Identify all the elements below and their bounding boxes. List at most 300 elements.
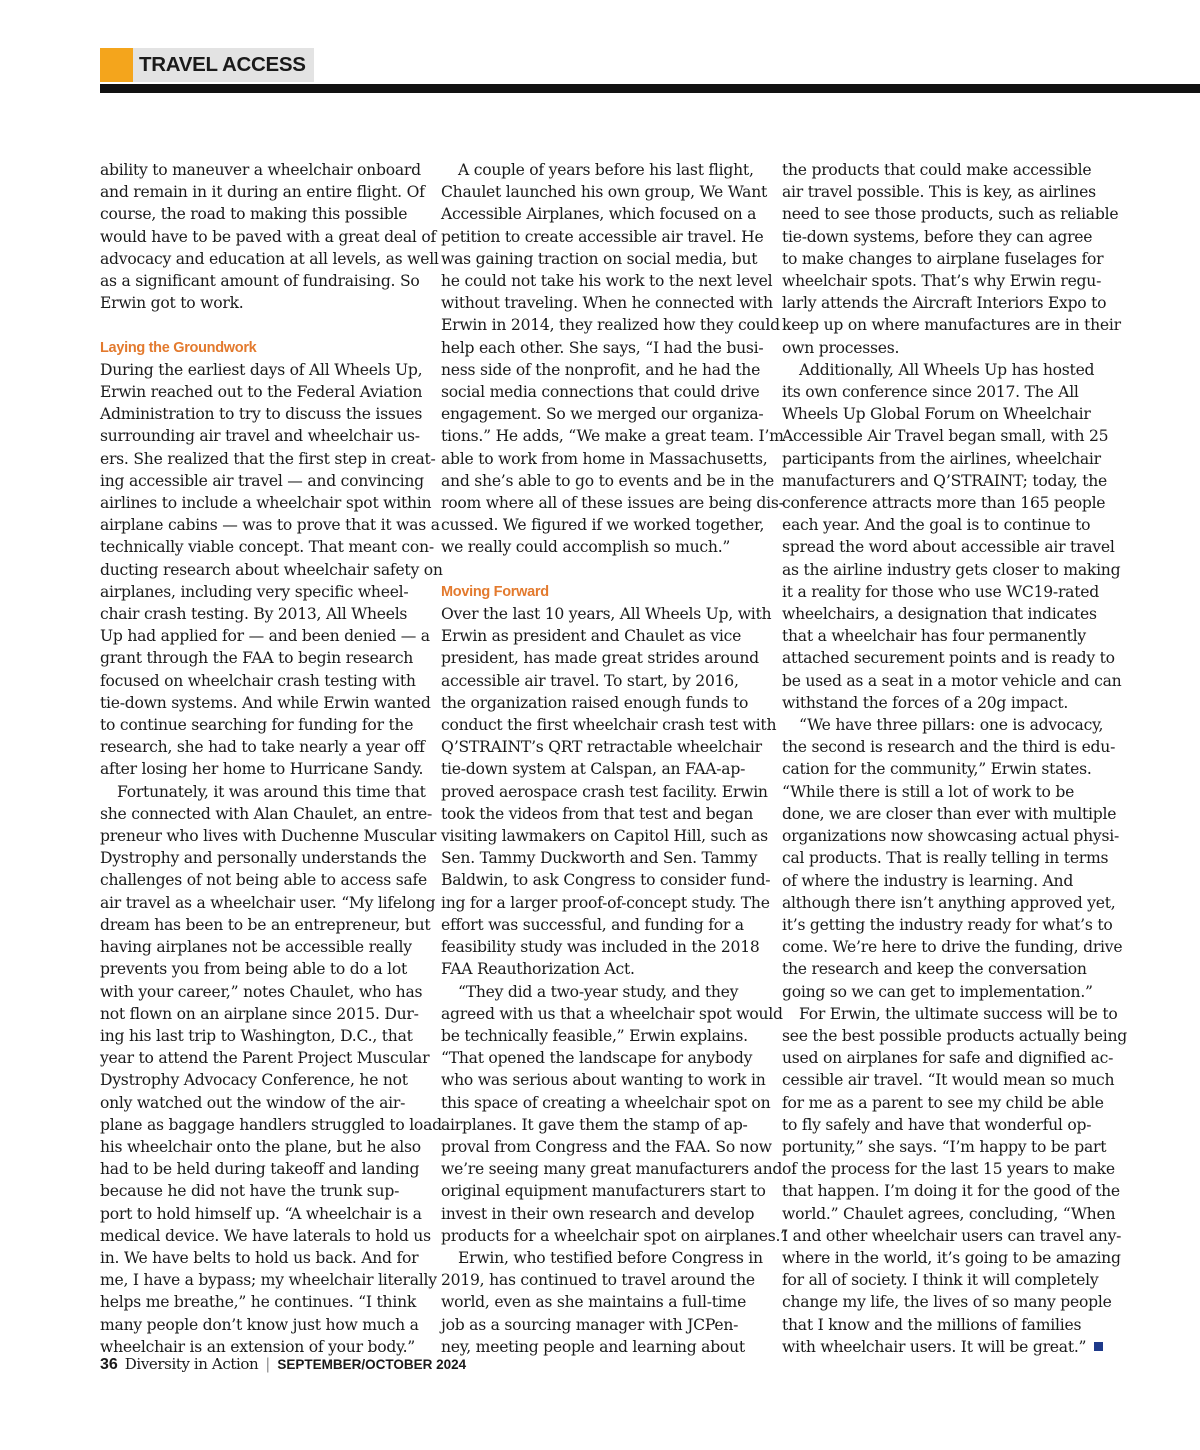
text-line (100, 492, 432, 514)
text-line-content: Erwin in 2014, they realized how they could (441, 316, 780, 335)
text-line-content: air travel possible. This is key, as airlines (782, 183, 1096, 202)
text-line-content: proval from Congress and the FAA. So now (441, 1137, 772, 1156)
text-line-content: invest in their own research and develop (441, 1204, 755, 1223)
text-line (100, 226, 436, 248)
text-line (100, 714, 422, 736)
text-line-content: dream has been to be an entrepreneur, but (100, 915, 431, 934)
text-line (100, 1136, 422, 1158)
text-line (782, 581, 1104, 603)
text-line-content: many people don’t know just how much a (100, 1315, 419, 1334)
text-line-content: that happen. I’m doing it for the good of the (782, 1182, 1120, 1201)
section-label-box (133, 48, 314, 82)
text-line (100, 536, 434, 558)
text-line-content: Q’STRAINT’s QRT retractable wheelchair (441, 738, 762, 757)
text-line-content: only watched out the window of the air- (100, 1093, 406, 1112)
text-line-content: agreed with us that a wheelchair spot would (441, 1004, 783, 1023)
text-line (782, 314, 1121, 336)
text-line (782, 958, 1104, 980)
text-line-content: technically viable concept. That meant con- (100, 538, 434, 557)
text-line (441, 159, 763, 181)
text-line-content: Dystrophy and personally understands the (100, 849, 427, 868)
text-line-content: organizations now showcasing actual physi- (782, 827, 1120, 846)
text-line (100, 647, 422, 669)
text-line (782, 1092, 1104, 1114)
text-line (782, 914, 1113, 936)
text-line (441, 1003, 783, 1025)
text-line (441, 1136, 772, 1158)
text-line-content: “We have three pillars: one is advocacy, (799, 716, 1104, 735)
text-line (441, 1314, 763, 1336)
text-line-content: done, we are closer than ever with multiple (782, 804, 1117, 823)
text-line-content: having airplanes not be accessible really (100, 938, 412, 957)
section-header (100, 48, 314, 82)
text-line (100, 869, 428, 891)
text-line-content: took the videos from that test and began (441, 804, 754, 823)
text-line (441, 1069, 766, 1091)
text-line (782, 870, 1104, 892)
text-line-content: because he did not have the trunk sup- (100, 1182, 400, 1201)
text-line (441, 248, 763, 270)
text-line (441, 803, 763, 825)
text-line (441, 1269, 763, 1291)
section-label: TRAVEL ACCESS (139, 53, 306, 76)
text-line (441, 892, 770, 914)
text-line-content: airplanes. It gave them the stamp of ap- (441, 1115, 748, 1134)
text-line (782, 359, 1104, 381)
text-line-content: had to be held during takeoff and landing (100, 1160, 420, 1179)
text-line-content: Fortunately, it was around this time that (117, 782, 426, 801)
text-line-content: cessible air travel. “It would mean so much (782, 1071, 1115, 1090)
article-column-3 (782, 159, 1128, 1358)
text-line (441, 448, 768, 470)
text-line (441, 337, 763, 359)
text-line (782, 226, 1104, 248)
text-line-content: research, she had to take nearly a year off (100, 738, 425, 757)
text-line-content: conference attracts more than 165 people (782, 494, 1106, 513)
text-line (441, 714, 777, 736)
text-line (441, 647, 763, 669)
text-line (441, 936, 763, 958)
text-line-content: Dystrophy Advocacy Conference, he not (100, 1071, 408, 1090)
text-line (782, 248, 1104, 270)
text-line (782, 1247, 1121, 1269)
text-line-content: each year. And the goal is to continue to (782, 516, 1091, 535)
text-line-content: engagement. So we merged our organiza- (441, 405, 764, 424)
text-line (782, 825, 1120, 847)
text-line (782, 159, 1104, 181)
text-line (100, 1180, 422, 1202)
text-line-content: change my life, the lives of so many people (782, 1293, 1112, 1312)
text-line-content: the products that could make accessible (782, 161, 1092, 179)
text-line (441, 359, 763, 381)
text-line (100, 181, 425, 203)
text-line-content: this space of creating a wheelchair spot on (441, 1093, 771, 1112)
section-heading: Laying the Groundwork (100, 339, 257, 356)
text-line-content: see the best possible products actually being (782, 1026, 1128, 1045)
page-footer (100, 1355, 466, 1374)
text-line (100, 159, 422, 181)
text-line-content: ness side of the nonprofit, and he had the (441, 360, 761, 379)
text-line (100, 625, 430, 647)
text-line-content: preneur who lives with Duchenne Muscular (100, 827, 437, 846)
text-line-content: withstand the forces of a 20g impact. (782, 693, 1069, 712)
text-line-content: his wheelchair onto the plane, but he also (100, 1137, 421, 1156)
text-line (100, 936, 422, 958)
text-line-content: ability to maneuver a wheelchair onboard (100, 161, 421, 179)
text-line (100, 203, 422, 225)
article-column-1 (100, 159, 443, 1358)
text-line-content: he could not take his work to the next level (441, 272, 773, 291)
text-line (441, 203, 763, 225)
text-line-content: Baldwin, to ask Congress to consider fund- (441, 871, 771, 890)
text-line (782, 936, 1123, 958)
text-line-content: ducting research about wheelchair safety on (100, 560, 443, 579)
text-line (100, 1114, 442, 1136)
text-line-content: Erwin as president and Chaulet as vice (441, 627, 742, 646)
text-line (100, 381, 422, 403)
text-line (782, 603, 1104, 625)
text-line-content: Administration to try to discuss the issues (100, 405, 423, 424)
text-line-content: accessible air travel. To start, by 2016, (441, 671, 739, 690)
text-line-content: ney, meeting people and learning about (441, 1337, 745, 1356)
text-line (782, 736, 1116, 758)
text-line-content: original equipment manufacturers start to (441, 1182, 766, 1201)
text-line-content: FAA Reauthorization Act. (441, 960, 635, 979)
text-line (782, 647, 1115, 669)
text-line (441, 1291, 763, 1313)
text-line-content: Up had applied for — and been denied — a (100, 627, 430, 646)
text-line (782, 1269, 1104, 1291)
text-line-content: to fly safely and have that wonderful op- (782, 1115, 1092, 1134)
text-line-content: wheelchair spots. That’s why Erwin regu- (782, 272, 1102, 291)
text-line-content: president, has made great strides around (441, 649, 759, 668)
text-line (441, 847, 763, 869)
text-line-content: tie-down system at Calspan, an FAA-ap- (441, 760, 746, 779)
text-line-content: she connected with Alan Chaulet, an entre- (100, 804, 432, 823)
text-line (782, 1291, 1112, 1313)
text-line (782, 892, 1116, 914)
text-line-content: course, the road to making this possible (100, 205, 408, 224)
text-line-content: keep up on where manufactures are in their (782, 316, 1121, 335)
text-line-content: with wheelchair users. It will be great.” (782, 1337, 1087, 1356)
text-line-content: we really could accomplish so much.” (441, 538, 731, 557)
text-line-content: wheelchairs, a designation that indicates (782, 605, 1097, 624)
text-line (782, 1158, 1115, 1180)
text-line-content: world.” Chaulet agrees, concluding, “When (782, 1204, 1116, 1223)
text-line (100, 1225, 431, 1247)
text-line (441, 470, 774, 492)
text-line (782, 803, 1117, 825)
text-line-content: with your career,” notes Chaulet, who has (100, 982, 423, 1001)
text-line (100, 248, 439, 270)
text-line-content: conduct the first wheelchair crash test with (441, 716, 777, 735)
text-line (100, 803, 432, 825)
text-line (782, 337, 1104, 359)
text-line (441, 492, 784, 514)
text-line-content: surrounding air travel and wheelchair us- (100, 427, 420, 446)
text-line (441, 1047, 763, 1069)
text-line (100, 1291, 422, 1313)
text-line-content: used on airplanes for safe and dignified ac- (782, 1049, 1114, 1068)
text-line (782, 1180, 1120, 1202)
text-line (100, 692, 431, 714)
text-line (441, 625, 763, 647)
text-line-content: of where the industry is learning. And (782, 871, 1074, 890)
text-line (441, 958, 763, 980)
text-line-content: cal products. That is really telling in terms (782, 849, 1109, 868)
text-line-content: products for a wheelchair spot on airplanes.” (441, 1226, 788, 1245)
text-line-content: Over the last 10 years, All Wheels Up, with (441, 605, 772, 624)
text-line-content: after losing her home to Hurricane Sandy. (100, 760, 424, 779)
text-line (100, 781, 426, 803)
text-line-content: it’s getting the industry ready for what’s to (782, 915, 1113, 934)
text-line (100, 1203, 422, 1225)
text-line (100, 470, 422, 492)
text-line (441, 1247, 763, 1269)
text-line (782, 1114, 1104, 1136)
text-line-content: plane as baggage handlers struggled to load (100, 1115, 442, 1134)
text-line-content: ing accessible air travel — and convincing (100, 471, 424, 490)
text-line-content: Erwin got to work. (100, 294, 244, 313)
text-line-content: its own conference since 2017. The All (782, 383, 1079, 402)
text-line (100, 403, 422, 425)
text-line (782, 714, 1104, 736)
text-line-content: who was serious about wanting to work in (441, 1071, 766, 1090)
text-line (100, 1158, 422, 1180)
text-line (441, 270, 773, 292)
text-line-content: to continue searching for funding for the (100, 716, 414, 735)
issue-date: SEPTEMBER/OCTOBER 2024 (277, 1357, 467, 1372)
text-line (441, 1203, 763, 1225)
text-line (782, 470, 1108, 492)
text-line-content: advocacy and education at all levels, as well (100, 249, 439, 268)
text-line-content: “They did a two-year study, and they (458, 982, 739, 1001)
text-line (100, 1314, 422, 1336)
text-line (782, 625, 1104, 647)
text-line-content: Accessible Airplanes, which focused on a (441, 205, 757, 224)
page-number: 36 (100, 1356, 118, 1373)
text-line (782, 981, 1104, 1003)
text-line (441, 692, 763, 714)
text-line-content: attached securement points and is ready to (782, 649, 1115, 668)
text-line-content: cussed. We figured if we worked together, (441, 516, 765, 535)
text-line (100, 448, 436, 470)
text-line-content: tions.” He adds, “We make a great team. I’m (441, 427, 784, 446)
text-line (782, 381, 1104, 403)
text-line (782, 492, 1104, 514)
text-line-content: was gaining traction on social media, but (441, 249, 758, 268)
text-line (441, 603, 772, 625)
text-line (782, 1336, 1104, 1358)
text-line (100, 847, 427, 869)
text-line-content: it a reality for those who use WC19-rated (782, 582, 1099, 601)
text-line-content: that I know and the millions of families (782, 1315, 1082, 1334)
text-line (782, 692, 1104, 714)
text-line-content: be used as a seat in a motor vehicle and can (782, 671, 1122, 690)
section-accent-square (100, 48, 133, 82)
text-line-content: ing his last trip to Washington, D.C., that (100, 1026, 413, 1045)
text-line-content: Accessible Air Travel began small, with 25 (782, 427, 1109, 446)
text-line-content: challenges of not being able to access safe (100, 871, 428, 890)
text-line (100, 1247, 422, 1269)
text-line (100, 270, 422, 292)
text-line (100, 1047, 430, 1069)
text-line-content: During the earliest days of All Wheels Up, (100, 360, 423, 379)
text-line-content: medical device. We have laterals to hold us (100, 1226, 431, 1245)
text-line (441, 1180, 766, 1202)
text-line-content: as the airline industry gets closer to making (782, 560, 1121, 579)
text-line-content: effort was successful, and funding for a (441, 915, 744, 934)
text-line-content: and she’s able to go to events and be in the (441, 471, 774, 490)
text-line-content: chair crash testing. By 2013, All Wheels (100, 605, 408, 624)
text-line (782, 1069, 1115, 1091)
text-line-content: be technically feasible,” Erwin explains. (441, 1026, 748, 1045)
text-line (441, 736, 763, 758)
text-line (441, 981, 763, 1003)
text-line (441, 536, 763, 558)
text-line-content: the research and keep the conversation (782, 960, 1087, 979)
text-line (100, 892, 436, 914)
text-line-content: ing for a larger proof-of-concept study. The (441, 893, 770, 912)
text-line (100, 359, 422, 381)
text-line-content: Chaulet launched his own group, We Want (441, 183, 768, 202)
text-line-content: “While there is still a lot of work to be (782, 782, 1075, 801)
header-rule (100, 84, 1200, 93)
text-line (782, 203, 1119, 225)
text-line-content: Erwin, who testified before Congress in (458, 1248, 763, 1267)
text-line (782, 1003, 1118, 1025)
text-line-content: to make changes to airplane fuselages for (782, 249, 1104, 268)
text-line (441, 1336, 763, 1358)
text-line-content: visiting lawmakers on Capitol Hill, such as (441, 827, 768, 846)
text-line-content: for all of society. I think it will completely (782, 1271, 1099, 1290)
text-line-content: spread the word about accessible air travel (782, 538, 1115, 557)
text-line (441, 670, 763, 692)
text-line-content: petition to create accessible air travel. He (441, 227, 764, 246)
text-line (100, 1025, 422, 1047)
text-line (782, 181, 1104, 203)
magazine-name: Diversity in Action (124, 1355, 259, 1373)
text-line-content: Erwin reached out to the Federal Aviation (100, 383, 423, 402)
text-line-content: as a significant amount of fundraising. So (100, 272, 420, 291)
text-line-content: of the process for the last 15 years to make (782, 1160, 1115, 1179)
text-line-content: port to hold himself up. “A wheelchair is a (100, 1204, 422, 1223)
text-line (100, 1269, 437, 1291)
text-line (782, 536, 1115, 558)
text-line (441, 292, 773, 314)
text-line-content: “That opened the landscape for anybody (441, 1049, 753, 1068)
text-line-content: not flown on an airplane since 2015. Dur- (100, 1004, 419, 1023)
text-line (441, 869, 771, 891)
section-heading: Moving Forward (441, 583, 549, 600)
text-line (441, 781, 768, 803)
text-line-content: job as a sourcing manager with JCPen- (441, 1315, 739, 1334)
text-line-content: feasibility study was included in the 2018 (441, 938, 760, 957)
text-line (782, 1314, 1104, 1336)
text-line-content: participants from the airlines, wheelchair (782, 449, 1101, 468)
text-line (782, 1225, 1122, 1247)
footer-separator: | (265, 1355, 271, 1373)
text-line (100, 292, 422, 314)
text-line (100, 559, 443, 581)
text-line-content: grant through the FAA to begin research (100, 649, 414, 668)
text-line-content: year to attend the Parent Project Muscular (100, 1049, 430, 1068)
text-line (782, 670, 1122, 692)
text-line-content: I and other wheelchair users can travel any- (782, 1226, 1122, 1245)
text-line (441, 425, 784, 447)
text-line (782, 1025, 1128, 1047)
text-line-content: would have to be paved with a great deal of (100, 227, 436, 246)
text-line (100, 736, 425, 758)
text-line (100, 1092, 422, 1114)
text-line (100, 758, 422, 780)
text-line-content: 2019, has continued to travel around the (441, 1271, 755, 1290)
text-line (441, 1092, 771, 1114)
text-line (441, 403, 763, 425)
text-line (782, 270, 1104, 292)
text-line-content: manufacturers and Q’STRAINT; today, the (782, 471, 1108, 490)
text-line-content: room where all of these issues are being dis- (441, 494, 784, 513)
text-line-content: Sen. Tammy Duckworth and Sen. Tammy (441, 849, 758, 868)
text-line (441, 514, 763, 536)
text-line (100, 958, 422, 980)
text-line (782, 514, 1104, 536)
text-line (441, 1114, 763, 1136)
text-line (782, 847, 1109, 869)
text-line (441, 758, 763, 780)
text-line (441, 381, 763, 403)
text-line-content: airplanes, including very specific wheel- (100, 582, 409, 601)
text-line-content: portunity,” she says. “I’m happy to be part (782, 1137, 1107, 1156)
text-line-content: although there isn’t anything approved yet, (782, 893, 1116, 912)
text-line-content: focused on wheelchair crash testing with (100, 671, 416, 690)
text-line-content: ers. She realized that the first step in creat- (100, 449, 436, 468)
text-line (100, 603, 422, 625)
text-line-content: prevents you from being able to do a lot (100, 960, 407, 979)
text-line-content: airlines to include a wheelchair spot within (100, 494, 432, 513)
text-line-content: larly attends the Aircraft Interiors Expo to (782, 294, 1107, 313)
text-line (782, 1136, 1107, 1158)
text-line-content: tie-down systems, before they can agree (782, 227, 1093, 246)
text-line (441, 914, 763, 936)
text-line (782, 781, 1104, 803)
text-line-content: me, I have a bypass; my wheelchair literally (100, 1271, 437, 1290)
text-line (100, 914, 431, 936)
text-line-content: and remain in it during an entire flight. Of (100, 183, 425, 202)
text-line-content: help each other. She says, “I had the busi- (441, 338, 764, 357)
text-line-content: proved aerospace crash test facility. Erwin (441, 782, 768, 801)
text-line-content: world, even as she maintains a full-time (441, 1293, 747, 1312)
text-line-content: cation for the community,” Erwin states. (782, 760, 1092, 779)
text-line-content: helps me breathe,” he continues. “I think (100, 1293, 417, 1312)
text-line (100, 425, 422, 447)
text-line-content: need to see those products, such as reliable (782, 205, 1119, 224)
text-line-content: where in the world, it’s going to be amazing (782, 1248, 1121, 1267)
text-line (100, 514, 440, 536)
text-line-content: for me as a parent to see my child be able (782, 1093, 1104, 1112)
text-line-content: the organization raised enough funds to (441, 693, 749, 712)
text-line (441, 1025, 763, 1047)
text-line (782, 292, 1107, 314)
text-line-content: able to work from home in Massachusetts, (441, 449, 768, 468)
text-line (100, 825, 437, 847)
text-line-content: Wheels Up Global Forum on Wheelchair (782, 405, 1091, 424)
text-line (441, 1225, 788, 1247)
text-line (782, 448, 1104, 470)
text-line-content: come. We’re here to drive the funding, drive (782, 938, 1123, 957)
text-line-content: going so we can get to implementation.” (782, 982, 1093, 1001)
text-line (782, 758, 1104, 780)
